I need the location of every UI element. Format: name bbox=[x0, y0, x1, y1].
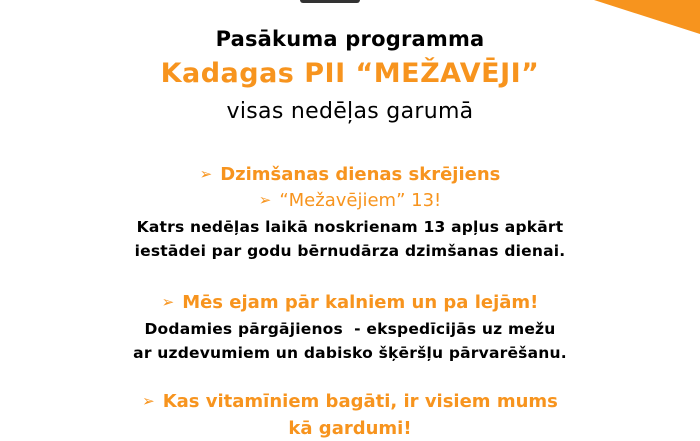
arrow-bullet-icon: ➢ bbox=[142, 392, 155, 410]
item-vitamins-continued: kā gardumi! bbox=[288, 418, 412, 439]
item-label: Dzimšanas dienas skrējiens bbox=[220, 164, 501, 185]
arrow-bullet-icon: ➢ bbox=[161, 293, 175, 311]
item-label: “Mežavējiem” 13! bbox=[279, 190, 442, 211]
paragraph-line: iestādei par godu bērnudārza dzimšanas dienai. bbox=[134, 242, 566, 260]
arrow-bullet-icon: ➢ bbox=[258, 191, 272, 209]
arrow-bullet-icon: ➢ bbox=[199, 165, 213, 183]
item-label: Mēs ejam pār kalniem un pa lejām! bbox=[182, 292, 539, 313]
program-title: Pasākuma programma bbox=[215, 27, 485, 51]
program-subtitle: visas nedēļas garumā bbox=[226, 99, 474, 124]
item-vitamins bbox=[0, 391, 700, 412]
item-hiking bbox=[0, 292, 700, 313]
item-label: Kas vitamīniem bagāti, ir visiem mums bbox=[162, 391, 558, 412]
item-mezaveji-13 bbox=[0, 190, 700, 211]
top-cut-shape bbox=[300, 0, 360, 3]
paragraph-line: ar uzdevumiem un dabisko šķēršļu pārvarēšanu. bbox=[133, 344, 567, 362]
item-birthday-run bbox=[0, 164, 700, 185]
paragraph-line: Dodamies pārgājienos - ekspedīcijās uz mežu bbox=[144, 320, 556, 338]
kindergarten-title: Kadagas PII “MEŽAVĒJI” bbox=[160, 58, 540, 89]
paragraph-line: Katrs nedēļas laikā noskrienam 13 apļus apkārt bbox=[136, 218, 564, 236]
